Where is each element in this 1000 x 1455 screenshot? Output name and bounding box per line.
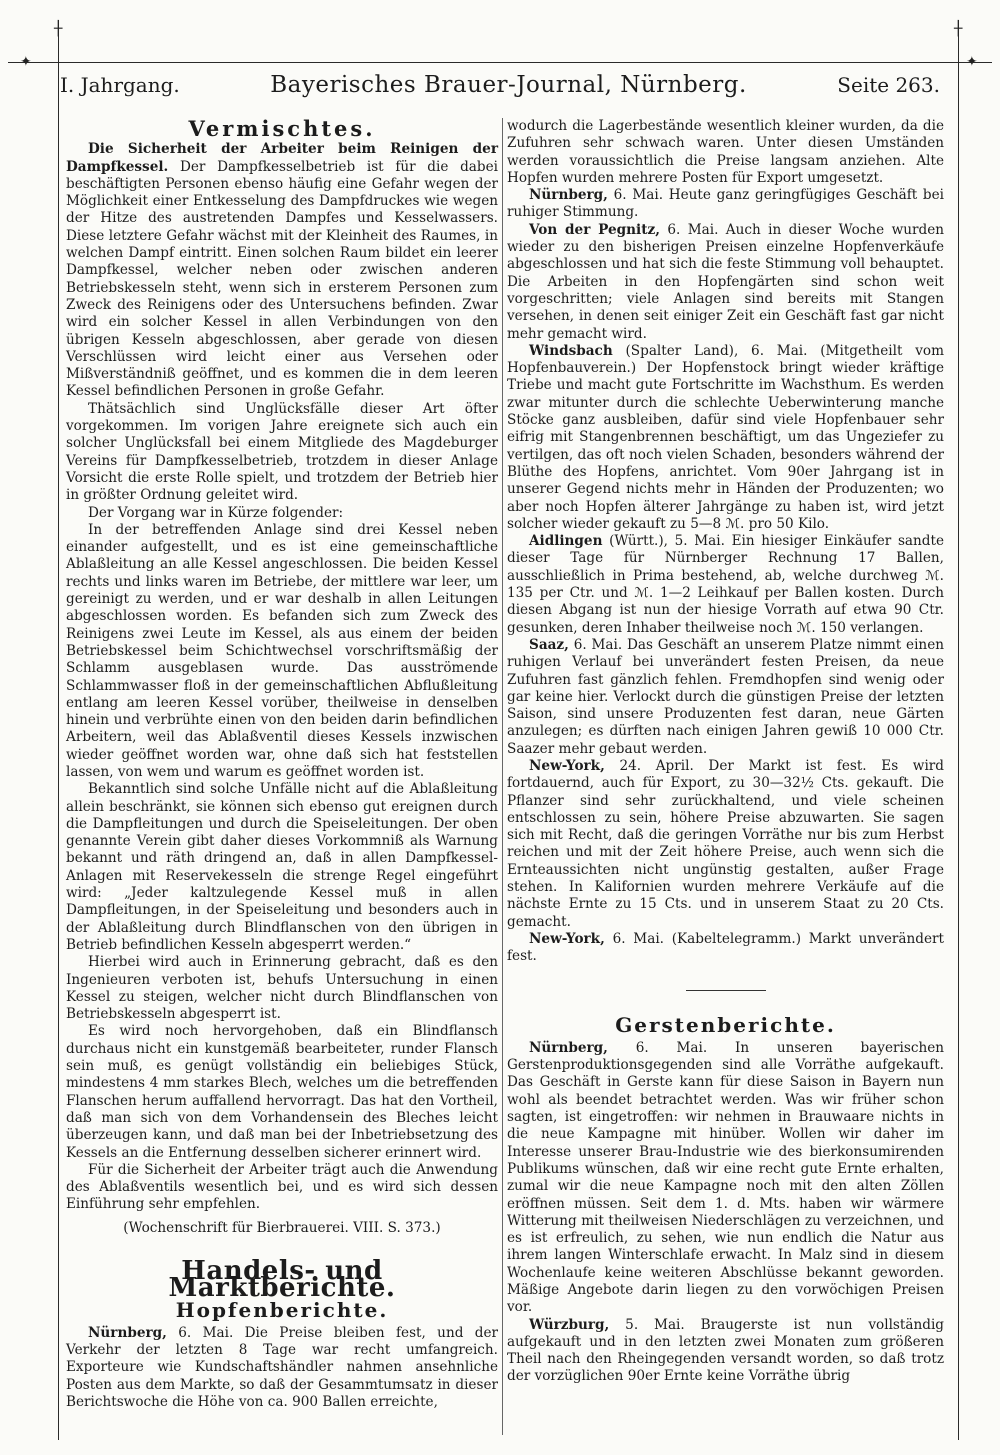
article-heading: Die Sicherheit der Arbeiter beim Reinigen der Dampfkessel. [66, 141, 498, 175]
article-paragraph: Hierbei wird auch in Erinnerung gebracht, daß es den Ingenieuren verboten ist, behufs Untersuchung in einen Kessel zu steigen, welcher nicht durch Blindflanschen von Betriebskesseln abgesperrt ist. [66, 954, 498, 1023]
volume-label: I. Jahrgang. [60, 73, 180, 97]
article-paragraph: Bekanntlich sind solche Unfälle nicht auf die Ablaßleitung allein beschränkt, sie können sich ebenso gut ereignen durch die Dampfleitungen und durch die Speiseleitungen. Der oben genannte Verein gibt daher dieses Vorkommniß als Warnung bekannt und räth dringend an, daß in allen Dampfkessel-Anlagen mit Reservekesseln die strenge Regel eingeführt wird: „Jeder kaltzulegende Kessel muß in allen Dampfleitungen, in der Speiseleitung und besonders auch in der Ablaßleitung durch Blindflanschen von den übrigen in Betrieb befindlichen Kesseln abgesperrt werden.“ [66, 781, 498, 953]
report-location: Von der Pegnitz, [529, 221, 660, 238]
report-paragraph: Windsbach (Spalter Land), 6. Mai. (Mitgetheilt vom Hopfenbauverein.) Der Hopfenstock bringt wieder kräftige Triebe und macht gute Fortschritte im Wachsthum. Es werden zwar mitunter durch die schlechte Ueberwinterung manche Stöcke ganz ausbleiben, dafür sind viele Hopfenbauer sehr eifrig mit Stangenbrennen beschäftigt, um das Ungeziefer zu vertilgen, das oft noch vielen Schaden, besonders während der Blüthe des Hopfens, anrichtet. Vom 90er Jahrgang ist in unserer Gegend nichts mehr in Händen der Produzenten; wo aber noch Hopfen älterer Jahrgänge zu haben ist, wird jetzt solcher wieder gekauft zu 5—8 ℳ. pro 50 Kilo. [507, 342, 944, 532]
report-paragraph: Nürnberg, 6. Mai. In unseren bayerischen Gerstenproduktionsgegenden sind alle Vorräthe aufgekauft. Das Geschäft in Gerste kann für diese Saison in Bayern nun wohl als beendet betrachtet werden. Was wir früher schon sagten, ist eingetroffen: wir nehmen in Brauwaare nichts in die neue Kampagne mit hinüber. Wollen wir daher im Interesse unserer Brau-Industrie wie des bierkonsumirenden Publikums wünschen, daß wir eine recht gute Ernte erhalten, zumal wir die neue Kampagne noch mit den alten Zöllen eröffnen müssen. Seit dem 1. d. Mts. haben wir wärmere Witterung mit theilweisen Niederschlägen zu verzeichnen, und es ist erfreulich, zu sehen, wie nun endlich die Natur aus ihrem langen Winterschlafe erwacht. In Malz sind in diesem Wochenlaufe keine weiteren Abschlüsse bekannt geworden. Mäßige Angebote darin liegen zu den vorwöchigen Preisen vor. [507, 1039, 945, 1316]
article-paragraph: Für die Sicherheit der Arbeiter trägt auch die Anwendung des Ablaßventils wesentlich bei, und es wird sich dessen Einführung sehr empfehlen. [66, 1161, 498, 1213]
article-paragraph: Es wird noch hervorgehoben, daß ein Blindflansch durchaus nicht ein kunstgemäß bearbeiteter, runder Flansch sein muß, es genügt vollständig ein beliebiges Stück, mindestens 4 mm starkes Blech, welches um die betreffenden Flanschen herum auffallend hervorragt. Das hat den Vortheil, daß man sich von dem Vorhandensein des Bleches leicht überzeugen kann, und daß man bei der Inbetriebsetzung des Kessels an die Entfernung desselben sicherer erinnert wird. [66, 1023, 498, 1161]
left-column [66, 118, 498, 1411]
frame-right-rule [958, 20, 959, 1440]
corner-ornament-top-left-post: ┼ [54, 21, 63, 37]
page-header [60, 72, 940, 102]
corner-ornament-tl: ✦ [20, 54, 32, 70]
article-paragraph: In der betreffenden Anlage sind drei Kessel neben einander aufgestellt, und es ist eine gemeinschaftliche Ablaßleitung an alle Kessel angeschlossen. Die beiden Kessel rechts und links waren im Betriebe, der mittlere war leer, um gereinigt zu werden, und er war deshalb in allen Leitungen abgeschlossen worden. Es befanden sich zum Zweck des Reinigens zwei Leute im Kessel, als aus einem der beiden Betriebskessel beim Schichtwechsel vorschriftsmäßig der Schlamm ausgeblasen wurde. Das ausströmende Schlammwasser floß in der gemeinschaftlichen Abflußleitung entlang am leeren Kessel vorüber, theilweise in denselben hinein und verbrühte einen von den beiden darin befindlichen Arbeitern, weil das Ablaßventil dieses Kessels inzwischen wieder geöffnet worden war, ohne daß sich hat feststellen lassen, von wem und warum es geöffnet worden ist. [66, 521, 498, 780]
report-paragraph: Nürnberg, 6. Mai. Heute ganz geringfügiges Geschäft bei ruhiger Stimmung. [507, 187, 944, 221]
subsection-title-hopfenberichte: Hopfenberichte. [175, 1297, 389, 1322]
article-paragraph: Thätsächlich sind Unglücksfälle dieser Art öfter vorgekommen. Im vorigen Jahre ereignete sich auch ein solcher Unglücksfall bei einem Mitgliede des Magdeburger Vereins für Dampfkesselbetrieb, trotzdem in dieser Anlage Vorsicht die erste Rolle spielt, und trotzdem der Betrieb hier in größter Ordnung geleitet wird. [66, 400, 498, 504]
page-number: Seite 263. [837, 73, 940, 97]
report-location: Nürnberg, [88, 1324, 167, 1341]
report-location: Aidlingen [529, 533, 603, 550]
report-paragraph: New-York, 6. Mai. (Kabeltelegramm.) Markt unverändert fest. [507, 930, 944, 965]
article-paragraph: Der Vorgang war in Kürze folgender: [88, 504, 344, 521]
report-paragraph: Nürnberg, 6. Mai. Die Preise bleiben fest, und der Verkehr der letzten 8 Tage war recht umfangreich. Exporteure wie Kundschaftshändler nahmen ansehnliche Posten aus dem Markte, so daß der Gesammtumsatz in dieser Berichtswoche die Höhe von ca. 900 Ballen erreichte, [66, 1324, 498, 1411]
report-location: Windsbach [529, 342, 613, 359]
report-paragraph: Aidlingen (Württ.), 5. Mai. Ein hiesiger Einkäufer sandte dieser Tage für Nürnberger Rechnung 17 Ballen, ausschließlich in Prima bestehend, ab, welche durchweg ℳ. 135 per Ctr. und ℳ. 1—2 Leihkauf per Ballen kosten. Durch diesen Abgang ist nun der hiesige Vorrath auf etwa 90 Ctr. gesunken, deren Inhaber theilweise noch ℳ. 150 verlangen. [507, 533, 945, 636]
journal-title: Bayerisches Brauer-Journal, Nürnberg. [270, 72, 747, 98]
section-title-vermischtes: Vermischtes. [188, 116, 376, 141]
corner-ornament-top-right-post: ┼ [954, 21, 963, 37]
report-location: New-York, [529, 757, 605, 774]
frame-left-rule [58, 20, 59, 1440]
column-divider [502, 118, 503, 1435]
report-paragraph: wodurch die Lagerbestände wesentlich kleiner wurden, da die Zufuhren sehr schwach waren. Unter diesen Umständen werden voraussichtlich die Preise langsam anziehen. Alte Hopfen wurden mehrere Posten für Export umgesetzt. [507, 118, 944, 186]
report-location: Nürnberg, [529, 187, 608, 204]
report-location: Saaz, [529, 636, 569, 653]
report-paragraph: New-York, 24. April. Der Markt ist fest. Es wird fortdauernd, auch für Export, zu 30—32½ Cts. gekauft. Die Pflanzer sind sehr zurückhaltend, und viele scheinen entschlossen zu sein, höhere Preise abzuwarten. Sie sagen sich mit Recht, daß die geringen Vorräthe nur bis zum Herbst reichen und mit der Zeit höhere Preise, auch wenn sich die Ernteaussichten nicht ungünstig gestalten, außer Frage stehen. In Kalifornien wurden mehrere Verkäufe auf die nächste Ernte zu 15 Cts. und in unserem Staat zu 20 Cts. gemacht. [507, 757, 944, 930]
report-location: Nürnberg, [529, 1039, 608, 1056]
report-paragraph: Saaz, 6. Mai. Das Geschäft an unserem Platze nimmt einen ruhigen Verlauf bei unverändert festen Preisen, da neue Zufuhren fast gänzlich fehlen. Fremdhopfen sind wenig oder gar keine hier. Verlockt durch die günstigen Preise der letzten Saison, sind unsere Produzenten fest daran, neue Gärten anzulegen; es dürften nach einigen Jahren gewiß 10 000 Ctr. Saazer mehr gebaut werden. [507, 636, 944, 757]
section-separator [686, 990, 766, 991]
frame-top-rule [8, 62, 992, 63]
corner-ornament-tr: ✦ [966, 54, 978, 70]
report-location: Würzburg, [529, 1316, 610, 1333]
article-source: (Wochenschrift für Bierbrauerei. VIII. S. 373.) [123, 1219, 441, 1236]
article-paragraph: Die Sicherheit der Arbeiter beim Reinigen der Dampfkessel. Der Dampfkesselbetrieb ist für die dabei beschäftigten Personen ebenso häufig eine Gefahr wegen der Möglichkeit einer Entkesselung des Dampfdruckes wie wegen der Hitze des austretenden Dampfes und Kesselwassers. Diese letztere Gefahr wächst mit der Kleinheit des Raumes, in welchen Dampf eintritt. Einen solchen Raum bildet ein leerer Dampfkessel, welcher neben oder zwischen anderen Betriebskesseln steht, wenn sich in ersterem Personen zum Zweck des Reinigens oder des Untersuchens befinden. Zwar wird ein solcher Kessel in allen Verbindungen von den übrigen Kesseln abgeschlossen, aber gerade von diesen Verschlüssen wird leicht einer aus Versehen oder Mißverständniß geöffnet, und es kommen die in dem leeren Kessel befindlichen Personen in große Gefahr. [66, 141, 498, 400]
report-paragraph: Würzburg, 5. Mai. Braugerste ist nun vollständig aufgekauft und in den letzten zwei Monaten zum größeren Theil nach den Rheingegenden versandt worden, so daß trotz der vorzüglichen 90er Ernte keine Vorräthe übrig [507, 1316, 944, 1385]
section-title-handelsberichte: Handels- und Marktberichte. [168, 1256, 396, 1304]
section-title-gerstenberichte: Gerstenberichte. [615, 1012, 836, 1037]
report-paragraph: Von der Pegnitz, 6. Mai. Auch in dieser Woche wurden wieder zu den bisherigen Preisen einzelne Hopfenverkäufe abgeschlossen und hat sich die feste Stimmung voll behauptet. Die Arbeiten in den Hopfengärten sind schon weit vorgeschritten; viele Anlagen sind bereits mit Stangen versehen, in denen seit einiger Zeit ein Geschäft fast gar nicht mehr gemacht wird. [507, 221, 944, 342]
right-column [507, 118, 944, 1386]
report-location: New-York, [529, 930, 605, 947]
